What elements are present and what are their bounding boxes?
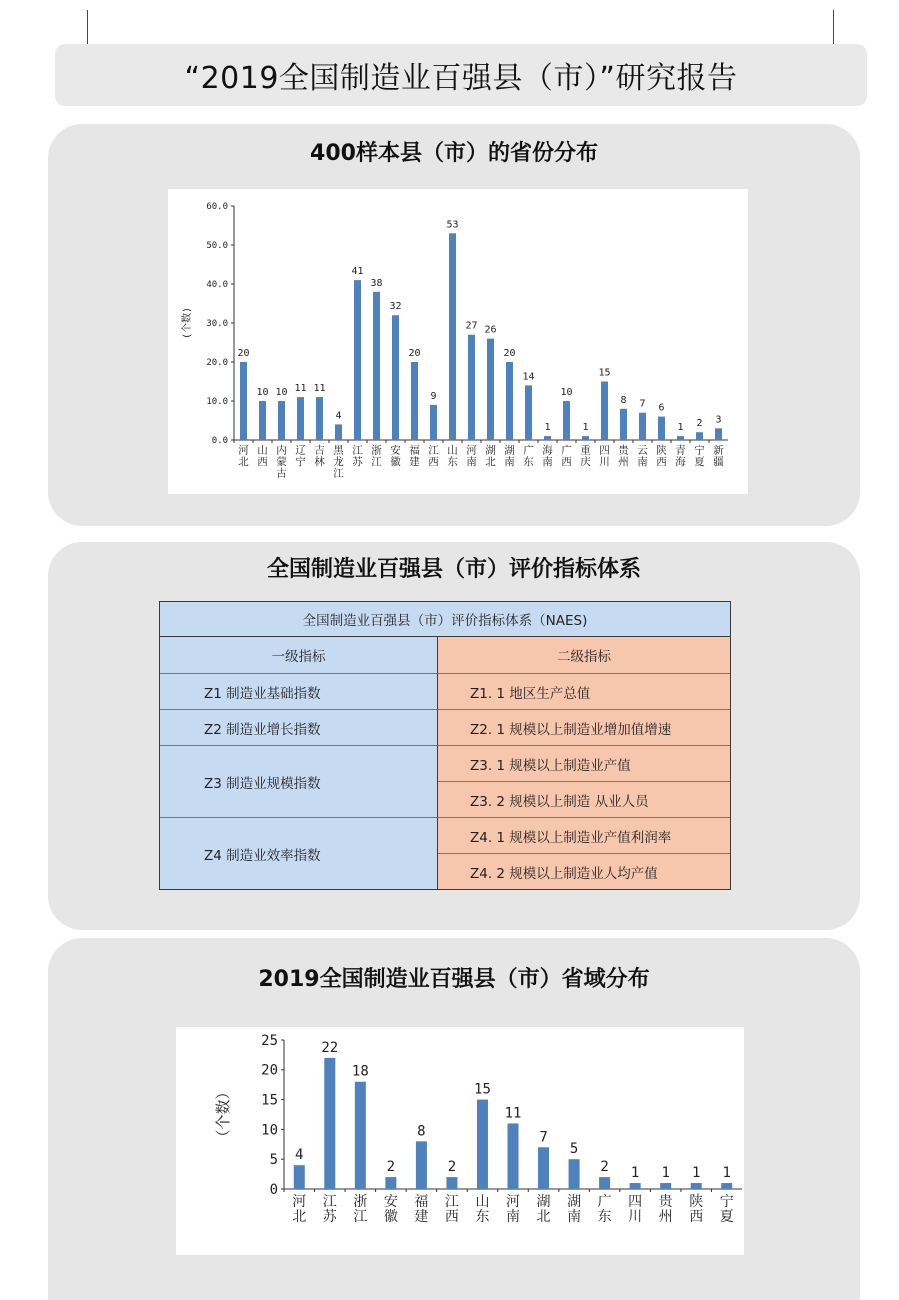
bar xyxy=(569,1159,580,1189)
table-panel-title: 全国制造业百强县（市）评价指标体系 xyxy=(266,557,641,582)
data-label: 8 xyxy=(417,1123,426,1140)
table-secondary-z2-1: Z2. 1 规模以上制造业增加值增速 xyxy=(438,710,730,746)
bar xyxy=(278,401,285,440)
data-label: 1 xyxy=(582,422,589,434)
x-tick-label: 四川 xyxy=(628,1194,643,1225)
data-label: 53 xyxy=(446,219,459,231)
bar xyxy=(430,405,437,440)
x-tick-label: 海南 xyxy=(542,444,553,468)
x-tick-label: 贵州 xyxy=(658,1194,673,1225)
data-label: 15 xyxy=(474,1081,491,1098)
x-tick-label: 新疆 xyxy=(713,444,724,468)
bar xyxy=(297,397,304,440)
x-tick-label: 安徽 xyxy=(390,444,401,468)
x-tick-label: 河北 xyxy=(292,1194,307,1225)
x-tick-label: 江西 xyxy=(428,444,439,468)
chart1-card xyxy=(168,189,748,494)
data-label: 2 xyxy=(600,1159,609,1176)
x-tick-label: 陕西 xyxy=(689,1194,704,1225)
data-label: 5 xyxy=(569,1141,579,1158)
x-tick-label: 福建 xyxy=(409,444,420,468)
x-tick-label: 河南 xyxy=(506,1194,520,1225)
data-label: 10 xyxy=(256,387,269,398)
bar xyxy=(639,413,646,440)
indicator-table xyxy=(159,601,731,890)
table-primary-z4: Z4 制造业效率指数 xyxy=(160,818,438,889)
x-tick-label: 广西 xyxy=(561,444,572,468)
data-label: 11 xyxy=(313,383,326,395)
bar xyxy=(508,1123,519,1189)
bar xyxy=(259,401,266,440)
x-tick-label: 湖北 xyxy=(485,444,496,468)
bar xyxy=(620,409,627,440)
y-tick-label: 15 xyxy=(261,1092,278,1109)
bar xyxy=(240,362,247,440)
chart2-svg xyxy=(176,1027,744,1255)
data-label: 14 xyxy=(522,371,535,383)
crop-mark xyxy=(87,10,88,44)
y-tick-label: 5 xyxy=(269,1152,278,1169)
bar xyxy=(630,1183,641,1189)
data-label: 2 xyxy=(696,418,703,430)
y-axis-label: (个数) xyxy=(182,306,193,340)
x-tick-label: 云南 xyxy=(637,444,648,468)
table-col1-header: 一级指标 xyxy=(160,637,438,674)
data-label: 1 xyxy=(722,1165,731,1182)
table-secondary-z3-1: Z3. 1 规模以上制造业产值 xyxy=(438,746,730,782)
data-label: 38 xyxy=(370,277,383,289)
bar xyxy=(487,339,494,440)
x-tick-label: 湖南 xyxy=(567,1194,582,1225)
data-label: 1 xyxy=(661,1165,670,1182)
x-tick-label: 浙江 xyxy=(353,1194,368,1225)
bar xyxy=(468,335,475,440)
bar xyxy=(477,1100,488,1189)
x-tick-label: 湖北 xyxy=(536,1194,551,1225)
bar xyxy=(385,1177,396,1189)
bar xyxy=(544,436,551,440)
bar xyxy=(355,1082,366,1189)
x-tick-label: 贵州 xyxy=(618,444,629,468)
bar xyxy=(563,401,570,440)
table-col2-header: 二级指标 xyxy=(438,637,730,674)
y-tick-label: 30.0 xyxy=(206,319,228,330)
data-label: 22 xyxy=(321,1039,339,1056)
y-tick-label: 0 xyxy=(269,1181,278,1198)
data-label: 7 xyxy=(639,398,646,410)
y-tick-label: 60.0 xyxy=(206,202,228,213)
x-tick-label: 宁夏 xyxy=(694,444,705,468)
data-label: 8 xyxy=(620,394,627,406)
data-label: 6 xyxy=(658,402,665,414)
bar xyxy=(715,428,722,440)
table-primary-z3: Z3 制造业规模指数 xyxy=(160,746,438,818)
data-label: 20 xyxy=(408,348,421,359)
data-label: 20 xyxy=(503,348,516,359)
x-tick-label: 重庆 xyxy=(580,444,591,468)
data-label: 1 xyxy=(630,1165,640,1182)
table-primary-z1: Z1 制造业基础指数 xyxy=(160,674,438,710)
data-label: 20 xyxy=(237,348,250,359)
bar xyxy=(721,1183,732,1189)
x-tick-label: 辽宁 xyxy=(295,444,306,468)
bar xyxy=(601,382,608,441)
data-label: 27 xyxy=(465,320,478,332)
table-secondary-z1-1: Z1. 1 地区生产总值 xyxy=(438,674,730,710)
bar xyxy=(525,385,532,440)
data-label: 11 xyxy=(294,383,307,395)
bar xyxy=(411,362,418,440)
data-label: 18 xyxy=(351,1063,369,1080)
x-tick-label: 江苏 xyxy=(352,444,363,468)
data-label: 32 xyxy=(389,301,402,313)
data-label: 4 xyxy=(335,410,342,422)
y-tick-label: 25 xyxy=(261,1032,278,1049)
bar xyxy=(316,397,323,440)
data-label: 10 xyxy=(560,387,573,398)
table-secondary-z4-1: Z4. 1 规模以上制造业产值利润率 xyxy=(438,818,730,854)
data-label: 9 xyxy=(430,390,437,402)
x-tick-label: 江西 xyxy=(444,1194,459,1225)
x-tick-label: 湖南 xyxy=(504,444,515,468)
x-tick-label: 河北 xyxy=(238,444,249,468)
data-label: 2 xyxy=(386,1159,396,1176)
bar xyxy=(658,417,665,440)
x-tick-label: 江苏 xyxy=(322,1194,337,1225)
y-tick-label: 20.0 xyxy=(206,358,228,369)
chart1-panel-title: 400样本县（市）的省份分布 xyxy=(310,141,598,166)
data-label: 26 xyxy=(484,324,497,336)
bar xyxy=(696,432,703,440)
data-label: 7 xyxy=(539,1129,548,1146)
y-tick-label: 10.0 xyxy=(206,397,228,408)
bar xyxy=(677,436,684,440)
bar xyxy=(335,424,342,440)
bar xyxy=(449,233,456,440)
y-tick-label: 0.0 xyxy=(211,436,228,447)
data-label: 1 xyxy=(691,1165,701,1182)
chart1-svg xyxy=(168,189,748,494)
data-label: 15 xyxy=(598,367,611,379)
bar xyxy=(324,1058,335,1189)
data-label: 1 xyxy=(544,422,551,434)
x-tick-label: 内蒙古 xyxy=(276,444,287,480)
bar xyxy=(538,1147,549,1189)
x-tick-label: 吉林 xyxy=(314,444,325,468)
x-tick-label: 广东 xyxy=(597,1194,612,1225)
table-secondary-z4-2: Z4. 2 规模以上制造业人均产值 xyxy=(438,854,730,889)
y-axis-label: （个数） xyxy=(214,1084,232,1145)
data-label: 41 xyxy=(351,266,364,278)
y-tick-label: 40.0 xyxy=(206,280,228,291)
y-tick-label: 20 xyxy=(261,1062,278,1079)
table-secondary-z3-2: Z3. 2 规模以上制造 从业人员 xyxy=(438,782,730,818)
x-tick-label: 黑龙江 xyxy=(333,444,344,480)
data-label: 1 xyxy=(677,422,684,434)
table-primary-z2: Z2 制造业增长指数 xyxy=(160,710,438,746)
data-label: 3 xyxy=(715,414,722,426)
x-tick-label: 河南 xyxy=(466,444,477,468)
bar xyxy=(373,292,380,440)
x-tick-label: 山东 xyxy=(475,1194,490,1225)
bar xyxy=(294,1165,305,1189)
x-tick-label: 四川 xyxy=(599,444,610,468)
bar xyxy=(599,1177,610,1189)
x-tick-label: 福建 xyxy=(414,1194,429,1225)
bar xyxy=(392,315,399,440)
chart2-card xyxy=(176,1027,744,1255)
x-tick-label: 浙江 xyxy=(371,444,382,468)
data-label: 2 xyxy=(447,1159,457,1176)
bar xyxy=(446,1177,457,1189)
y-tick-label: 50.0 xyxy=(206,241,228,252)
bar xyxy=(582,436,589,440)
x-tick-label: 山西 xyxy=(257,444,268,468)
x-tick-label: 山东 xyxy=(447,444,458,468)
x-tick-label: 安徽 xyxy=(383,1194,398,1225)
bar xyxy=(354,280,361,440)
bar xyxy=(416,1141,427,1189)
data-label: 10 xyxy=(275,387,288,398)
y-tick-label: 10 xyxy=(261,1122,278,1139)
x-tick-label: 广东 xyxy=(523,444,534,468)
data-label: 11 xyxy=(504,1105,522,1122)
bar xyxy=(660,1183,671,1189)
bar xyxy=(691,1183,702,1189)
bar xyxy=(506,362,513,440)
data-label: 4 xyxy=(295,1147,304,1164)
report-title-banner xyxy=(55,44,867,106)
x-tick-label: 陕西 xyxy=(656,444,667,468)
x-tick-label: 青海 xyxy=(675,444,686,468)
table-caption: 全国制造业百强县（市）评价指标体系（NAES) xyxy=(160,602,730,637)
crop-mark xyxy=(833,10,834,44)
x-tick-label: 宁夏 xyxy=(719,1194,734,1225)
chart2-panel-title: 2019全国制造业百强县（市）省域分布 xyxy=(258,967,650,992)
report-title: “2019全国制造业百强县（市）”研究报告 xyxy=(184,61,738,96)
